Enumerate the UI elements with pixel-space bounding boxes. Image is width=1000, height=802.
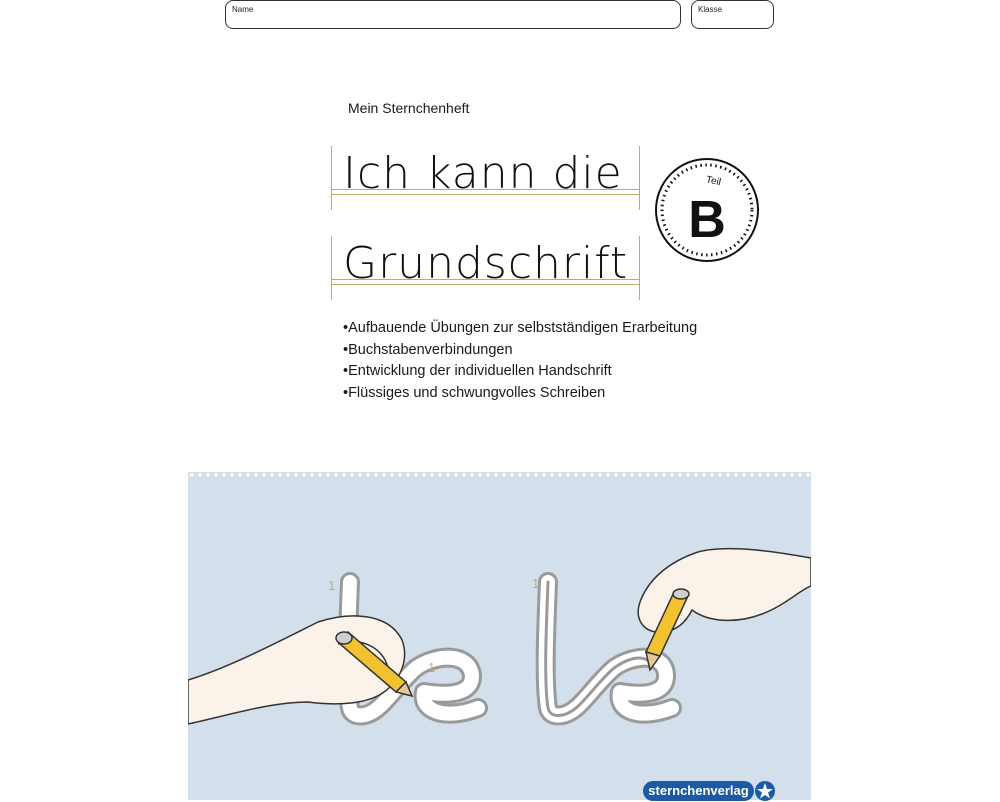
- title-line-2: [331, 236, 640, 300]
- stroke-number-3: 1: [532, 576, 540, 591]
- title-line-1: [331, 146, 640, 210]
- badge-letter: B: [688, 191, 726, 249]
- publisher-logo: sternchenverlag: [643, 781, 754, 801]
- series-title: Mein Sternchenheft: [348, 100, 470, 116]
- name-label: Name: [232, 5, 254, 14]
- title-text-1: Ich kann die: [343, 148, 623, 199]
- bullet-item: • Buchstabenverbindungen: [343, 340, 697, 362]
- stroke-number-1: 1: [328, 578, 336, 593]
- part-badge: [654, 157, 760, 263]
- stroke-number-2: 1: [428, 660, 436, 675]
- bullet-item: • Flüssiges und schwungvolles Schreiben: [343, 383, 697, 405]
- feature-list: [343, 318, 697, 404]
- cover-illustration: [188, 472, 811, 800]
- title-text-2: Grundschrift: [343, 238, 629, 289]
- class-field[interactable]: [691, 0, 774, 29]
- bullet-item: • Aufbauende Übungen zur selbstständigen Erarbeitung: [343, 318, 697, 340]
- bullet-item: • Entwicklung der individuellen Handschrift: [343, 361, 697, 383]
- class-label: Klasse: [698, 5, 723, 14]
- name-field[interactable]: [225, 0, 681, 29]
- star-icon: [754, 780, 776, 802]
- badge-teil: Teil: [704, 174, 722, 189]
